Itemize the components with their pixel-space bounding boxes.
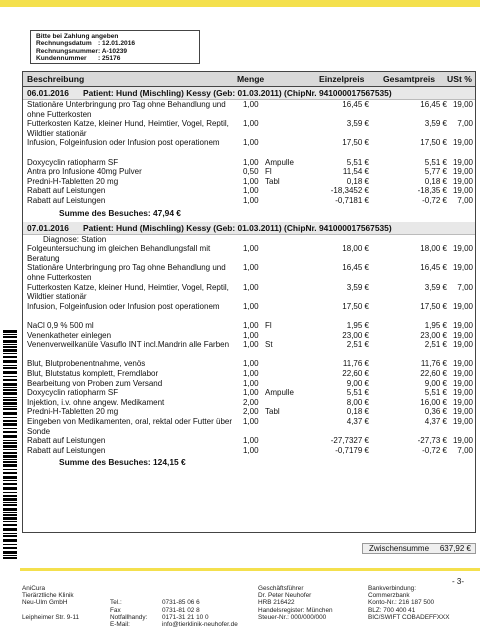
footer-line: info@tierklinik-neuhofer.de — [162, 620, 238, 628]
footer-line: Fax — [110, 606, 121, 614]
row-vat: 19,00 — [452, 417, 473, 426]
row-unit-price: 4,37 € — [346, 417, 369, 426]
row-unit-price: 11,54 € — [342, 167, 369, 177]
table-row — [23, 138, 475, 157]
row-quantity: 1,00 — [243, 436, 259, 446]
row-description: Blut, Blutstatus komplett, Fremdlabor — [27, 369, 159, 378]
footer-line: Dr. Peter Neuhofer — [258, 592, 312, 600]
table-row — [23, 119, 475, 138]
row-unit-price: 1,95 € — [346, 321, 369, 330]
row-description: Infusion, Folgeinfusion oder Infusion post operationem — [27, 138, 220, 148]
footer-line: 0731-81 02 8 — [162, 606, 200, 614]
footer-line: AniCura — [22, 585, 46, 592]
table-row — [23, 196, 475, 206]
footer-line: Leipheimer Str. 9-11 — [22, 613, 80, 621]
diagnosis-line: Diagnose: Station — [43, 234, 107, 244]
row-unit-price: 9,00 € — [346, 378, 369, 388]
row-quantity: 2,00 — [243, 397, 259, 407]
row-total: -0,72 € — [422, 445, 447, 455]
footer-line: Steuer-Nr.: 000/000/000 — [258, 613, 327, 621]
row-total: 16,45 € — [420, 263, 447, 273]
row-vat: 19,00 — [452, 138, 473, 148]
row-quantity: 1,00 — [243, 369, 259, 378]
row-unit-price: 18,00 € — [342, 244, 369, 254]
row-total: 17,50 € — [420, 138, 447, 148]
row-vat: 19,00 — [452, 321, 473, 330]
subtotal-label: Zwischensumme — [369, 544, 430, 553]
table-row — [23, 283, 475, 302]
footer-line — [22, 607, 79, 614]
row-quantity: 1,00 — [243, 321, 259, 330]
table-row — [23, 302, 475, 321]
visit-header-visit1 — [23, 87, 475, 100]
row-unit-price: -27,7327 € — [330, 436, 369, 446]
row-description: Venenkatheter einlegen — [27, 330, 112, 340]
row-vat: 19,00 — [452, 407, 473, 417]
row-description: Blut, Blutprobenentnahme, venös — [27, 359, 146, 369]
visit-sum: Summe des Besuches: 124,15 € — [59, 457, 186, 468]
row-unit: Tabl — [265, 407, 280, 417]
table-row — [23, 244, 475, 263]
row-description: Rabatt auf Leistungen — [27, 196, 106, 205]
row-unit: St — [265, 340, 273, 350]
row-vat: 19,00 — [452, 330, 473, 340]
row-quantity: 1,00 — [243, 359, 259, 369]
visit-date: 06.01.2016 — [27, 88, 69, 98]
row-vat: 19,00 — [452, 369, 473, 378]
barcode-image — [3, 330, 17, 560]
row-vat: 7,00 — [457, 445, 473, 455]
row-total: 3,59 € — [424, 119, 447, 129]
row-quantity: 1,00 — [243, 263, 259, 273]
col-total: Gesamtpreis — [383, 74, 436, 84]
row-vat: 19,00 — [452, 263, 473, 273]
row-vat: 7,00 — [457, 282, 473, 292]
row-vat: 19,00 — [452, 436, 473, 446]
row-total: 3,59 € — [424, 282, 447, 292]
row-description: Folgeuntersuchung im gleichen Behandlungsfall mit Beratung — [27, 244, 211, 263]
table-row — [23, 446, 475, 456]
table-row — [23, 321, 475, 331]
row-quantity: 1,00 — [243, 378, 259, 388]
row-quantity: 1,00 — [243, 176, 259, 186]
row-total: 0,36 € — [424, 407, 447, 417]
row-total: 22,60 € — [420, 369, 447, 378]
row-quantity: 1,00 — [243, 301, 259, 311]
subtotal-box — [362, 543, 476, 554]
row-total: 1,95 € — [424, 321, 447, 330]
row-unit-price: 22,60 € — [342, 369, 369, 378]
page-number: - 3- — [452, 577, 464, 586]
row-description: NaCl 0,9 % 500 ml — [27, 321, 94, 330]
row-quantity: 1,00 — [243, 119, 259, 129]
footer-line: 0171-31 21 10 0 — [162, 613, 209, 621]
footer-line: Handelsregister: München — [258, 606, 333, 614]
row-vat: 19,00 — [452, 378, 473, 388]
row-vat: 19,00 — [452, 157, 473, 167]
row-vat: 19,00 — [452, 186, 473, 196]
customer-number-row: Kundennummer : 25176 — [36, 55, 121, 63]
row-quantity: 1,00 — [243, 244, 259, 254]
row-description: Predni-H-Tabletten 20 mg — [27, 176, 119, 186]
row-vat: 19,00 — [452, 167, 473, 177]
footer-clinic-address — [22, 585, 79, 621]
table-row — [23, 398, 475, 408]
row-unit: Fl — [265, 167, 272, 177]
row-total: -27,73 € — [417, 436, 447, 446]
row-unit: Ampulle — [265, 388, 294, 398]
row-description: Rabatt auf Leistungen — [27, 186, 106, 196]
visit-sum: Summe des Besuches: 47,94 € — [59, 207, 181, 218]
row-quantity: 1,00 — [243, 330, 259, 340]
row-vat: 19,00 — [452, 388, 473, 398]
row-total: 9,00 € — [424, 378, 447, 388]
row-vat: 7,00 — [457, 196, 473, 205]
table-row — [23, 177, 475, 187]
row-unit-price: 8,00 € — [346, 397, 369, 407]
visit-patient: Patient: Hund (Mischling) Kessy (Geb: 01.03.2011) (ChipNr. 941000017567535) — [83, 88, 392, 98]
footer-line: BIC/SWIFT COBADEFFXXX — [368, 613, 450, 621]
table-row — [23, 407, 475, 417]
row-unit: Ampulle — [265, 157, 294, 167]
footer-line: HRB 216422 — [258, 599, 295, 607]
footer-contact-labels — [110, 585, 147, 628]
row-description: Injektion, i.v. ohne angew. Medikament — [27, 397, 165, 407]
row-unit-price: 11,76 € — [342, 359, 369, 369]
col-unit-price: Einzelpreis — [319, 74, 365, 84]
row-description: Doxycyclin ratiopharm SF — [27, 388, 119, 398]
payment-info-box — [30, 30, 200, 64]
row-vat: 19,00 — [452, 176, 473, 186]
payment-info-heading: Bitte bei Zahlung angeben — [36, 33, 119, 40]
footer-line: Tel.: — [110, 599, 122, 607]
row-unit-price: 16,45 € — [342, 100, 369, 109]
footer-line — [110, 585, 147, 592]
visit-date: 07.01.2016 — [27, 222, 69, 233]
table-row — [23, 436, 475, 446]
table-row — [23, 379, 475, 389]
row-total: 5,77 € — [424, 167, 447, 177]
row-quantity: 1,00 — [243, 157, 259, 167]
row-unit-price: 23,00 € — [342, 330, 369, 340]
invoice-number-row: Rechnungsnummer: A-10239 — [36, 47, 128, 55]
row-total: 2,51 € — [424, 340, 447, 350]
row-quantity: 1,00 — [243, 100, 259, 109]
table-row — [23, 167, 475, 177]
row-description: Eingeben von Medikamenten, oral, rektal oder Futter über Sonde — [27, 417, 233, 436]
row-total: -18,35 € — [417, 186, 447, 196]
row-quantity: 0,50 — [243, 167, 259, 177]
row-description: Antra pro Infusione 40mg Pulver — [27, 167, 142, 177]
row-unit: Fl — [265, 321, 272, 330]
row-unit-price: -0,7181 € — [335, 196, 369, 205]
visit-patient: Patient: Hund (Mischling) Kessy (Geb: 01.03.2011) (ChipNr. 941000017567535) — [83, 222, 392, 233]
table-row — [23, 331, 475, 341]
row-description: Predni-H-Tabletten 20 mg — [27, 407, 119, 417]
row-vat: 7,00 — [457, 119, 473, 129]
footer-line: 0731-85 06 6 — [162, 599, 200, 607]
footer-line — [162, 592, 238, 599]
table-row — [23, 263, 475, 282]
row-unit-price: 3,59 € — [346, 119, 369, 129]
row-total: 18,00 € — [420, 244, 447, 254]
col-description: Beschreibung — [27, 74, 85, 84]
row-total: 0,18 € — [424, 176, 447, 186]
footer-line: Konto-Nr.: 216 187 500 — [368, 599, 435, 607]
table-row — [23, 186, 475, 196]
table-row — [23, 417, 475, 436]
row-quantity: 1,00 — [243, 282, 259, 292]
footer-line: E-Mail: — [110, 620, 130, 628]
row-vat: 19,00 — [452, 100, 473, 109]
footer-bank-details — [368, 585, 450, 621]
row-vat: 19,00 — [452, 244, 473, 254]
table-row — [23, 100, 475, 119]
row-description: Futterkosten Katze, kleiner Hund, Heimtier, Vogel, Reptil, Wildtier stationär — [27, 119, 229, 138]
row-total: 5,51 € — [424, 157, 447, 167]
row-unit-price: 17,50 € — [342, 301, 369, 311]
row-unit: Tabl — [265, 176, 280, 186]
row-unit-price: 3,59 € — [346, 282, 369, 292]
row-vat: 19,00 — [452, 301, 473, 311]
row-unit-price: 0,18 € — [346, 176, 369, 186]
row-vat: 19,00 — [452, 359, 473, 369]
row-description: Doxycyclin ratiopharm SF — [27, 157, 119, 167]
row-vat: 19,00 — [452, 340, 473, 350]
row-unit-price: 2,51 € — [346, 340, 369, 350]
footer-line: Bankverbindung: — [368, 585, 416, 592]
row-quantity: 1,00 — [243, 196, 259, 205]
row-quantity: 1,00 — [243, 186, 259, 196]
row-total: 11,76 € — [420, 359, 447, 369]
table-row — [23, 369, 475, 379]
col-quantity: Menge — [237, 74, 265, 84]
footer-management — [258, 585, 333, 621]
row-description: Stationäre Unterbringung pro Tag ohne Behandlung und ohne Futterkosten — [27, 100, 226, 119]
row-unit-price: 5,51 € — [346, 388, 369, 398]
row-unit-price: 0,18 € — [346, 407, 369, 417]
row-total: 16,45 € — [420, 100, 447, 109]
footer-line: Commerzbank — [368, 592, 410, 600]
footer-line — [110, 592, 147, 599]
row-unit-price: 17,50 € — [342, 138, 369, 148]
footer-accent-bar — [20, 568, 480, 571]
footer-line: Neu-Ulm GmbH — [22, 599, 68, 607]
top-accent-bar — [0, 0, 480, 7]
row-quantity: 2,00 — [243, 407, 259, 417]
row-quantity: 1,00 — [243, 445, 259, 455]
row-description: Venenverweilkanüle Vasuflo INT incl.Mandrin alle Farben — [27, 340, 230, 350]
table-row — [23, 388, 475, 398]
col-vat: USt % — [447, 74, 472, 84]
table-row — [23, 340, 475, 359]
row-total: 16,00 € — [420, 397, 447, 407]
row-quantity: 1,00 — [243, 138, 259, 148]
row-description: Stationäre Unterbringung pro Tag ohne Behandlung und ohne Futterkosten — [27, 263, 226, 282]
row-quantity: 1,00 — [243, 340, 259, 350]
row-total: 23,00 € — [420, 330, 447, 340]
row-quantity: 1,00 — [243, 388, 259, 398]
footer-line: Geschäftsführer — [258, 585, 304, 592]
row-unit-price: 5,51 € — [346, 157, 369, 167]
row-description: Infusion, Folgeinfusion oder Infusion post operationem — [27, 301, 220, 311]
row-total: 4,37 € — [424, 417, 447, 426]
row-quantity: 1,00 — [243, 417, 259, 426]
row-description: Futterkosten Katze, kleiner Hund, Heimtier, Vogel, Reptil, Wildtier stationär — [27, 282, 229, 302]
row-unit-price: 16,45 € — [342, 263, 369, 273]
table-row — [23, 359, 475, 369]
row-description: Rabatt auf Leistungen — [27, 445, 106, 455]
row-total: -0,72 € — [422, 196, 447, 205]
row-total: 17,50 € — [420, 301, 447, 311]
table-header — [23, 72, 475, 87]
table-row — [23, 158, 475, 168]
footer-line — [162, 585, 238, 592]
footer-line: Notfallhandy: — [110, 613, 148, 621]
footer-contact-values — [162, 585, 238, 628]
row-unit-price: -0,7179 € — [335, 445, 369, 455]
footer-line: BLZ: 700 400 41 — [368, 606, 416, 614]
row-vat: 19,00 — [452, 397, 473, 407]
row-description: Bearbeitung von Proben zum Versand — [27, 378, 163, 388]
invoice-date-row: Rechnungsdatum : 12.01.2016 — [36, 40, 136, 48]
footer-line: Tierärztliche Klinik — [22, 592, 74, 600]
row-description: Rabatt auf Leistungen — [27, 436, 106, 446]
subtotal-value: 637,92 € — [439, 544, 471, 553]
row-unit-price: -18,3452 € — [330, 186, 369, 196]
row-total: 5,51 € — [424, 388, 447, 398]
invoice-table — [22, 71, 476, 533]
visit-header-visit2 — [23, 222, 475, 235]
